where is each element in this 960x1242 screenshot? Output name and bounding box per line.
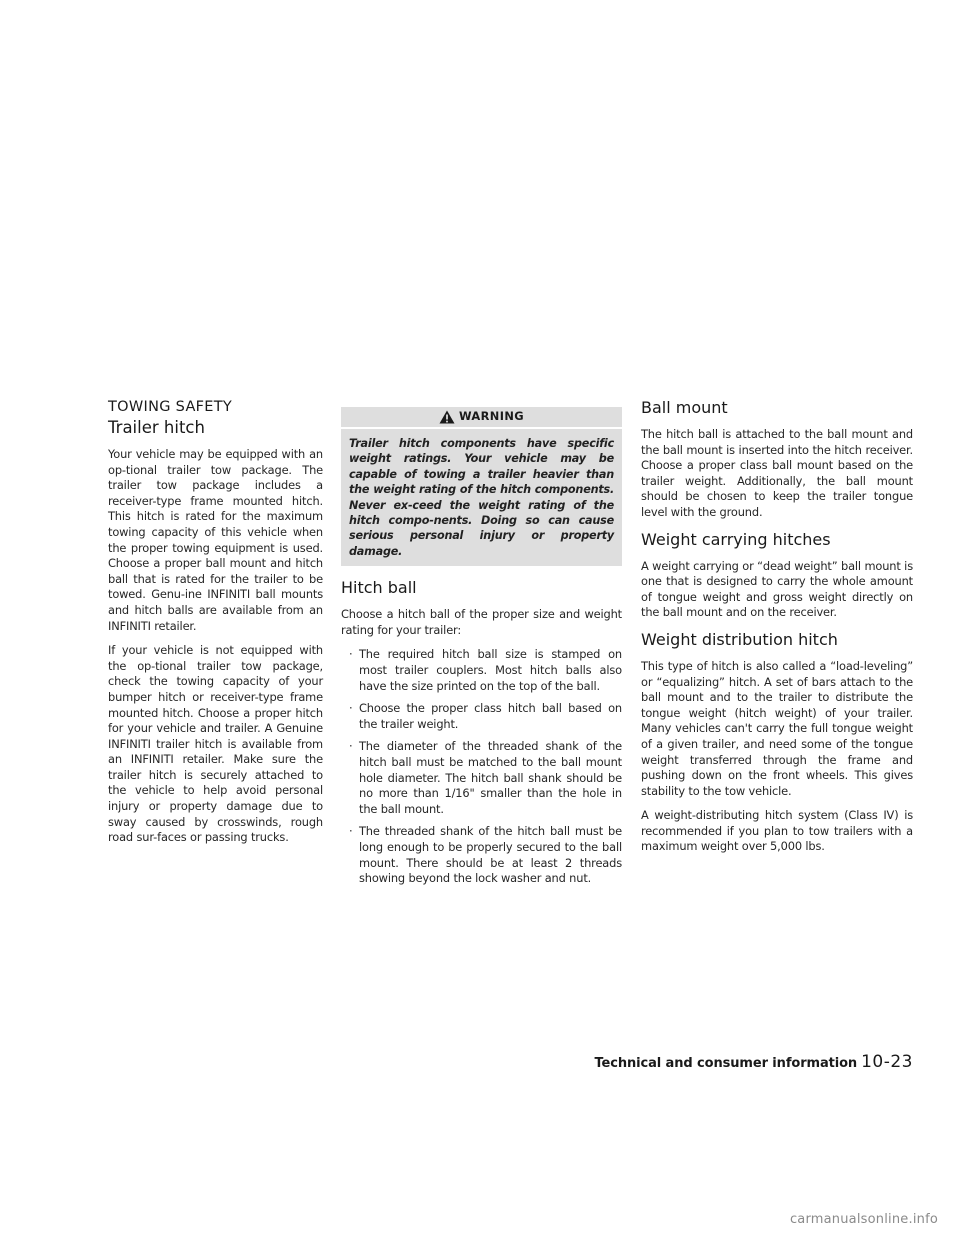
list-item: · Choose the proper class hitch ball based on the trailer weight.: [359, 701, 622, 732]
watermark: carmanualsonline.info: [789, 1212, 938, 1227]
heading-hitch-ball: Hitch ball: [341, 578, 417, 598]
paragraph: A weight carrying or “dead weight” ball mount is one that is designed to carry the whole amount of tongue weight and gross weight directly on the ball mount and on the receiver.: [641, 558, 913, 620]
section-title: TOWING SAFETY: [108, 399, 233, 415]
paragraph: This type of hitch is also called a “load-leveling” or “equalizing” hitch. A set of bars attach to the ball mount and to the trailer to distribute the tongue weight (hitch weight) of your trailer. Many vehicles can't carry the full tongue weight of a given trailer, and need some of the tongue weight transferred through the frame and pushing down on the front wheels. This gives stability to the tow vehicle.: [641, 658, 913, 798]
page-footer: [590, 1052, 913, 1072]
bullet-list: [341, 647, 622, 886]
list-item: · The required hitch ball size is stamped on most trailer couplers. Most hitch balls also have the size printed on the top of the ball.: [359, 647, 622, 694]
heading-trailer-hitch: Trailer hitch: [108, 418, 205, 437]
warning-header: [341, 407, 622, 429]
column-1: [108, 398, 323, 855]
warning-triangle-icon: [439, 410, 455, 424]
paragraph: A weight-distributing hitch system (Class IV) is recommended if you plan to tow trailers with a maximum weight over 5,000 lbs.: [641, 808, 913, 854]
warning-text: Trailer hitch components have specific weight ratings. Your vehicle may be capable of towing a trailer heavier than the weight rating of the hitch components. Never ex-ceed the weight rating of the hitch compo-nents. Doing so can cause serious personal injury or property damage.: [349, 437, 614, 558]
heading-ball-mount: Ball mount: [641, 398, 728, 417]
footer-chapter-label: Technical and consumer information: [594, 1056, 858, 1071]
paragraph: If your vehicle is not equipped with the op-tional trailer tow package, check the towing capacity of your bumper hitch or receiver-type frame mounted hitch. Choose a proper hitch for your vehicle and trailer. A Genuine INFINITI trailer hitch is available from an INFINITI retailer. Make sure the trailer hitch is securely attached to the vehicle to help avoid personal injury or property damage due to sway caused by crosswinds, rough road sur-faces or passing trucks.: [108, 643, 323, 845]
list-item: · The diameter of the threaded shank of the hitch ball must be matched to the ball mount hole diameter. The hitch ball shank should be no more than 1/16" smaller than the hole in the ball mount.: [359, 739, 622, 817]
column-2: [341, 398, 622, 894]
paragraph: The hitch ball is attached to the ball mount and the ball mount is inserted into the hitch receiver. Choose a proper class ball mount based on the trailer weight. Additionally, the ball mount should be chosen to keep the trailer tongue level with the ground.: [641, 427, 913, 519]
warning-label: WARNING: [458, 409, 525, 424]
paragraph: Your vehicle may be equipped with an op-tional trailer tow package. The trailer tow package includes a receiver-type frame mounted hitch. This hitch is rated for the maximum towing capacity of this vehicle when the proper towing equipment is used. Choose a proper ball mount and hitch ball that is rated for the trailer to be towed. Genu-ine INFINITI ball mounts and hitch balls are available from an INFINITI retailer.: [108, 447, 323, 633]
heading-weight-distribution-hitch: Weight distribution hitch: [641, 629, 838, 649]
column-3: [641, 398, 913, 864]
warning-box: [341, 407, 622, 566]
page-number: 10-23: [861, 1052, 913, 1072]
list-item: · The threaded shank of the hitch ball must be long enough to be properly secured to the ball mount. There should be at least 2 threads showing beyond the lock washer and nut.: [359, 824, 622, 886]
paragraph: Choose a hitch ball of the proper size and weight rating for your trailer:: [341, 607, 622, 637]
heading-weight-carrying-hitches: Weight carrying hitches: [641, 529, 831, 549]
